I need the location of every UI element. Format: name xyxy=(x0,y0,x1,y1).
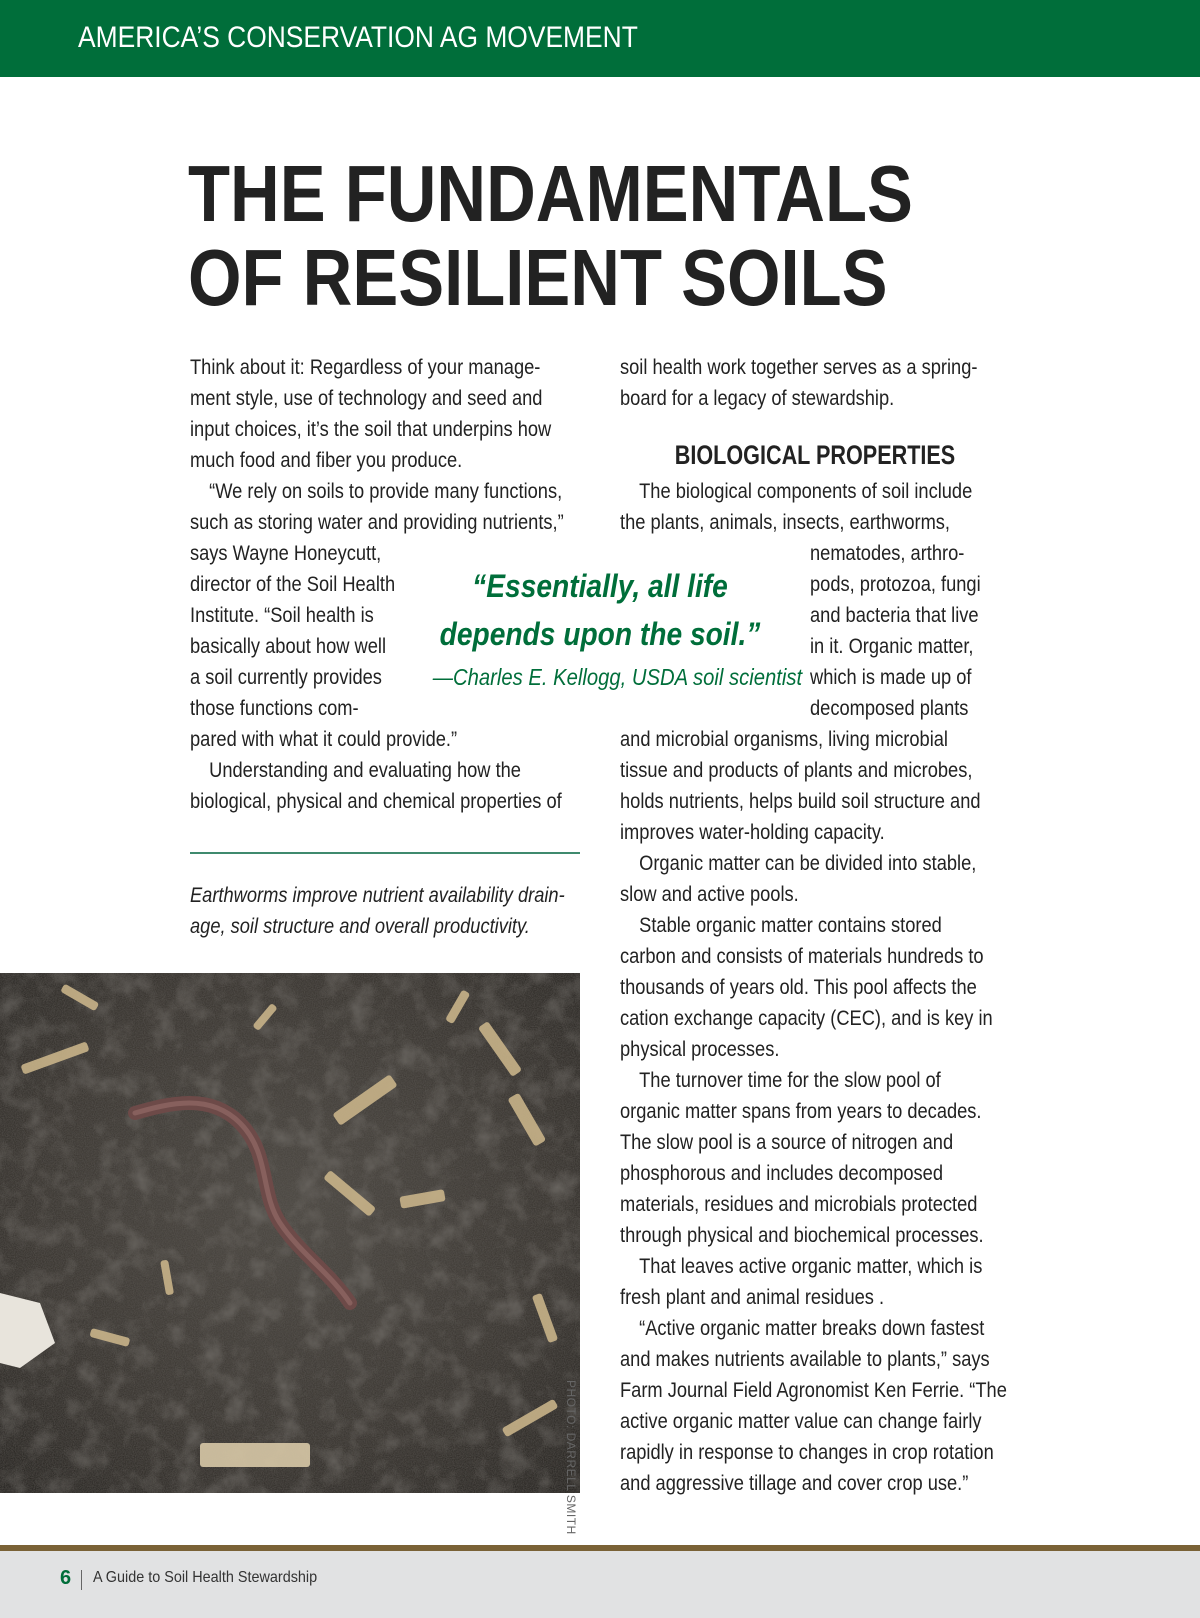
body-line: much food and fiber you produce. xyxy=(190,449,463,472)
body-line: phosphorous and includes decomposed xyxy=(620,1162,944,1185)
body-line: decomposed plants xyxy=(810,697,969,720)
body-line: organic matter spans from years to decades. xyxy=(620,1100,982,1123)
body-line: which is made up of xyxy=(810,666,972,689)
pull-quote-attribution: —Charles E. Kellogg, USDA soil scientist xyxy=(432,664,803,690)
photo-credit: PHOTO: DARRELL SMITH xyxy=(564,1380,578,1535)
body-line: rapidly in response to changes in crop rotation xyxy=(620,1441,994,1464)
right-column-rest xyxy=(620,724,1020,1499)
body-line: physical processes. xyxy=(620,1038,780,1061)
headline-line-1: THE FUNDAMENTALS xyxy=(188,149,913,238)
body-line: Understanding and evaluating how the xyxy=(209,759,521,782)
body-line: The slow pool is a source of nitrogen and xyxy=(620,1131,954,1154)
publication-title: A Guide to Soil Health Stewardship xyxy=(93,1569,318,1586)
caption-divider xyxy=(190,852,580,854)
body-line: a soil currently provides xyxy=(190,666,382,689)
body-line: improves water-holding capacity. xyxy=(620,821,885,844)
soil-image xyxy=(0,973,580,1493)
body-line: and makes nutrients available to plants,” says xyxy=(620,1348,990,1371)
body-line: “Active organic matter breaks down fastest xyxy=(639,1317,985,1340)
body-line: such as storing water and providing nutrients,” xyxy=(190,511,564,534)
right-column-bio-wide xyxy=(620,476,1020,538)
pull-quote xyxy=(410,562,803,694)
body-line: in it. Organic matter, xyxy=(810,635,974,658)
body-line: biological, physical and chemical properties of xyxy=(190,790,562,813)
page-footer xyxy=(0,1551,1200,1618)
body-line: holds nutrients, helps build soil structure and xyxy=(620,790,981,813)
body-line: carbon and consists of materials hundreds to xyxy=(620,945,984,968)
body-line: input choices, it’s the soil that underpins how xyxy=(190,418,552,441)
body-line: materials, residues and microbials protected xyxy=(620,1193,978,1216)
body-line: Farm Journal Field Agronomist Ken Ferrie. “The xyxy=(620,1379,1007,1402)
body-line: Organic matter can be divided into stable, xyxy=(639,852,977,875)
body-line: pared with what it could provide.” xyxy=(190,728,458,751)
section-title: AMERICA’S CONSERVATION AG MOVEMENT xyxy=(78,21,638,54)
body-line: Institute. “Soil health is xyxy=(190,604,374,627)
body-line: those functions com- xyxy=(190,697,359,720)
body-line: The turnover time for the slow pool of xyxy=(639,1069,941,1092)
body-line: pods, protozoa, fungi xyxy=(810,573,981,596)
body-line: The biological components of soil include xyxy=(639,480,973,503)
right-column-bio-narrow xyxy=(810,538,1010,724)
body-line: cation exchange capacity (CEC), and is key in xyxy=(620,1007,993,1030)
headline-line-2: OF RESILIENT SOILS xyxy=(188,233,888,322)
body-line: says Wayne Honeycutt, xyxy=(190,542,382,565)
body-line: and aggressive tillage and cover crop use.” xyxy=(620,1472,969,1495)
pull-quote-line-2: depends upon the soil.” xyxy=(439,616,761,652)
body-line: Stable organic matter contains stored xyxy=(639,914,942,937)
body-line: active organic matter value can change fairly xyxy=(620,1410,982,1433)
body-line: basically about how well xyxy=(190,635,387,658)
caption-line: age, soil structure and overall productivity. xyxy=(190,915,530,938)
photo-caption xyxy=(190,880,590,942)
right-column-top xyxy=(620,352,1020,414)
footer-separator xyxy=(81,1570,82,1590)
body-line: and microbial organisms, living microbial xyxy=(620,728,948,751)
body-line: tissue and products of plants and microbes, xyxy=(620,759,973,782)
body-line: fresh plant and animal residues . xyxy=(620,1286,885,1309)
earthworm-photo xyxy=(0,973,580,1493)
top-banner xyxy=(0,0,1200,77)
body-line: director of the Soil Health xyxy=(190,573,396,596)
section-heading-biological: BIOLOGICAL PROPERTIES xyxy=(674,440,956,470)
body-line: “We rely on soils to provide many functions, xyxy=(209,480,563,503)
body-line: thousands of years old. This pool affects the xyxy=(620,976,977,999)
page-number: 6 xyxy=(60,1567,72,1589)
caption-line: Earthworms improve nutrient availability drain- xyxy=(190,884,565,907)
body-line: soil health work together serves as a spring- xyxy=(620,356,978,379)
pull-quote-line-1: “Essentially, all life xyxy=(472,568,728,604)
body-line: board for a legacy of stewardship. xyxy=(620,387,895,410)
body-line: nematodes, arthro- xyxy=(810,542,965,565)
body-line: the plants, animals, insects, earthworms, xyxy=(620,511,951,534)
body-line: That leaves active organic matter, which is xyxy=(639,1255,983,1278)
body-line: Think about it: Regardless of your manage- xyxy=(190,356,541,379)
body-line: ment style, use of technology and seed and xyxy=(190,387,543,410)
body-line: and bacteria that live xyxy=(810,604,979,627)
body-line: slow and active pools. xyxy=(620,883,799,906)
article-headline xyxy=(188,149,979,322)
body-line: through physical and biochemical processes. xyxy=(620,1224,984,1247)
